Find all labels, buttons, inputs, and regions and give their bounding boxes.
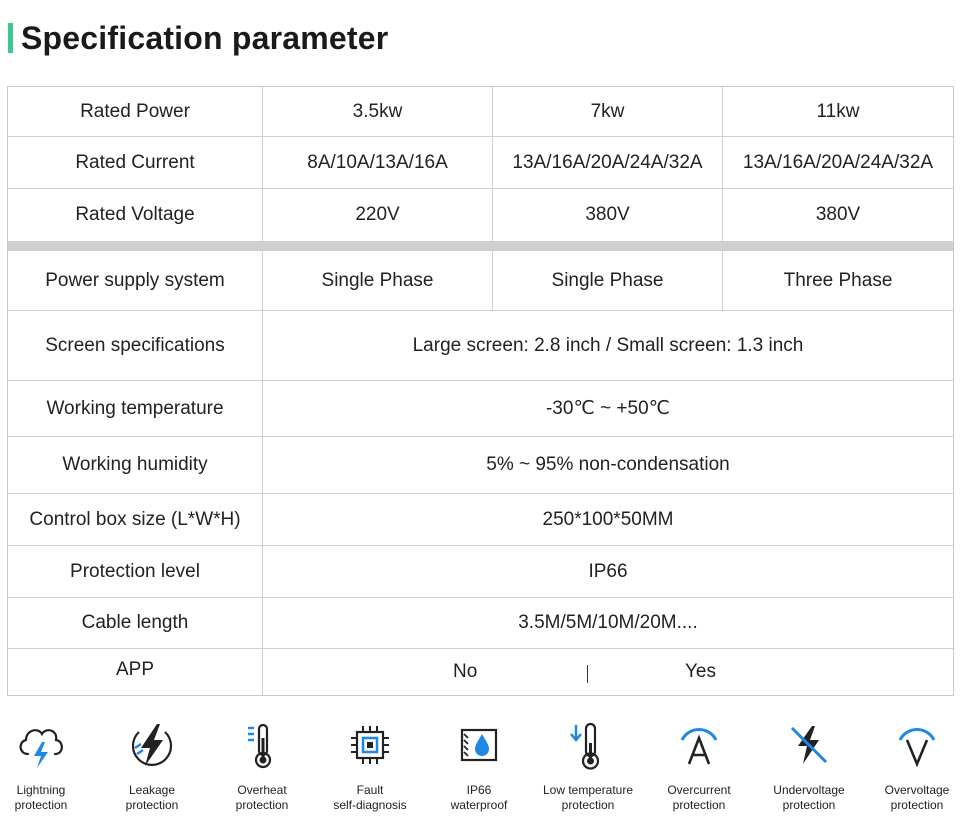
thermometer-cold-icon bbox=[533, 715, 643, 775]
label-cable: Cable length bbox=[8, 598, 263, 648]
label-rated-voltage: Rated Voltage bbox=[8, 189, 263, 241]
rated-current-v1: 8A/10A/13A/16A bbox=[263, 137, 493, 188]
row-temperature bbox=[8, 381, 953, 437]
screen-value: Large screen: 2.8 inch / Small screen: 1.3 inch bbox=[412, 334, 804, 356]
row-screen bbox=[8, 311, 953, 381]
rated-power-11kw: 11kw bbox=[816, 100, 860, 122]
feature-low-temp-line2: protection bbox=[561, 798, 615, 812]
feature-fault-line2: self-diagnosis bbox=[333, 798, 407, 812]
app-yes: Yes bbox=[685, 661, 716, 682]
rated-voltage-v2: 380V bbox=[493, 189, 723, 241]
label-screen: Screen specifications bbox=[8, 311, 263, 380]
label-protection: Protection level bbox=[8, 546, 263, 597]
box-size-value: 250*100*50MM bbox=[542, 508, 674, 530]
leakage-bolt-icon bbox=[97, 715, 207, 775]
app-divider bbox=[587, 665, 588, 683]
feature-overheat-line1: Overheat bbox=[237, 783, 287, 797]
feature-ip66-line1: IP66 bbox=[466, 783, 492, 797]
humidity-value: 5% ~ 95% non-condensation bbox=[486, 454, 730, 475]
feature-low-temp bbox=[533, 715, 643, 813]
label-temperature: Working temperature bbox=[8, 381, 263, 436]
feature-leakage-line2: protection bbox=[125, 798, 179, 812]
power-supply-v1: Single Phase bbox=[263, 251, 493, 310]
rated-voltage-v3: 380V bbox=[815, 204, 861, 225]
feature-leakage-line1: Leakage bbox=[128, 783, 176, 797]
row-rated-power bbox=[8, 87, 953, 137]
feature-lightning-line2: protection bbox=[14, 798, 68, 812]
rated-current-v2: 13A/16A/20A/24A/32A bbox=[493, 137, 723, 188]
feature-ip66 bbox=[424, 715, 534, 813]
feature-ip66-line2: waterproof bbox=[450, 798, 508, 812]
row-box-size bbox=[8, 494, 953, 546]
overcurrent-icon bbox=[644, 715, 754, 775]
row-power-supply bbox=[8, 251, 953, 311]
feature-overvoltage-line1: Overvoltage bbox=[884, 783, 950, 797]
feature-low-temp-line1: Low temperature bbox=[542, 783, 634, 797]
row-cable bbox=[8, 598, 953, 649]
chip-icon bbox=[315, 715, 425, 775]
protection-value: IP66 bbox=[588, 560, 628, 582]
label-rated-current: Rated Current bbox=[8, 137, 263, 188]
page-title: Specification parameter bbox=[21, 19, 389, 56]
label-rated-power: Rated Power bbox=[8, 87, 263, 136]
feature-overheat-line2: protection bbox=[235, 798, 289, 812]
row-app bbox=[8, 649, 953, 695]
label-app: APP bbox=[8, 649, 263, 695]
feature-icons bbox=[0, 715, 960, 825]
row-protection bbox=[8, 546, 953, 598]
power-supply-v2: Single Phase bbox=[493, 251, 723, 310]
feature-overcurrent-line2: protection bbox=[672, 798, 726, 812]
thermometer-hot-icon bbox=[207, 715, 317, 775]
feature-fault bbox=[315, 715, 425, 813]
feature-overcurrent bbox=[644, 715, 754, 813]
feature-fault-line1: Fault bbox=[356, 783, 384, 797]
undervoltage-icon bbox=[754, 715, 864, 775]
table-divider bbox=[8, 241, 953, 251]
temperature-value: -30℃ ~ +50℃ bbox=[545, 398, 671, 419]
row-rated-voltage bbox=[8, 189, 953, 241]
lightning-cloud-icon bbox=[0, 715, 96, 775]
section-header bbox=[8, 20, 388, 56]
app-values bbox=[263, 649, 953, 695]
title-accent-bar bbox=[8, 23, 13, 53]
rated-power-3-5kw: 3.5kw bbox=[263, 87, 493, 136]
rated-voltage-v1: 220V bbox=[263, 189, 493, 241]
feature-overvoltage bbox=[862, 715, 960, 813]
feature-overcurrent-line1: Overcurrent bbox=[667, 783, 731, 797]
rated-current-v3: 13A/16A/20A/24A/32A bbox=[742, 151, 934, 173]
feature-undervoltage-line1: Undervoltage bbox=[773, 783, 845, 797]
power-supply-v3: Three Phase bbox=[783, 269, 893, 291]
app-no: No bbox=[453, 661, 478, 682]
feature-overvoltage-line2: protection bbox=[890, 798, 944, 812]
spec-table bbox=[7, 86, 954, 696]
rated-power-7kw: 7kw bbox=[493, 87, 723, 136]
row-rated-current bbox=[8, 137, 953, 189]
row-humidity bbox=[8, 437, 953, 494]
label-humidity: Working humidity bbox=[8, 437, 263, 493]
overvoltage-icon bbox=[862, 715, 960, 775]
label-box-size: Control box size (L*W*H) bbox=[8, 494, 263, 545]
cable-value: 3.5M/5M/10M/20M.... bbox=[518, 612, 698, 633]
feature-undervoltage bbox=[754, 715, 864, 813]
feature-undervoltage-line2: protection bbox=[782, 798, 836, 812]
waterproof-icon bbox=[424, 715, 534, 775]
feature-lightning-line1: Lightning bbox=[16, 783, 66, 797]
label-power-supply: Power supply system bbox=[8, 251, 263, 310]
feature-lightning bbox=[0, 715, 96, 813]
feature-overheat bbox=[207, 715, 317, 813]
feature-leakage bbox=[97, 715, 207, 813]
